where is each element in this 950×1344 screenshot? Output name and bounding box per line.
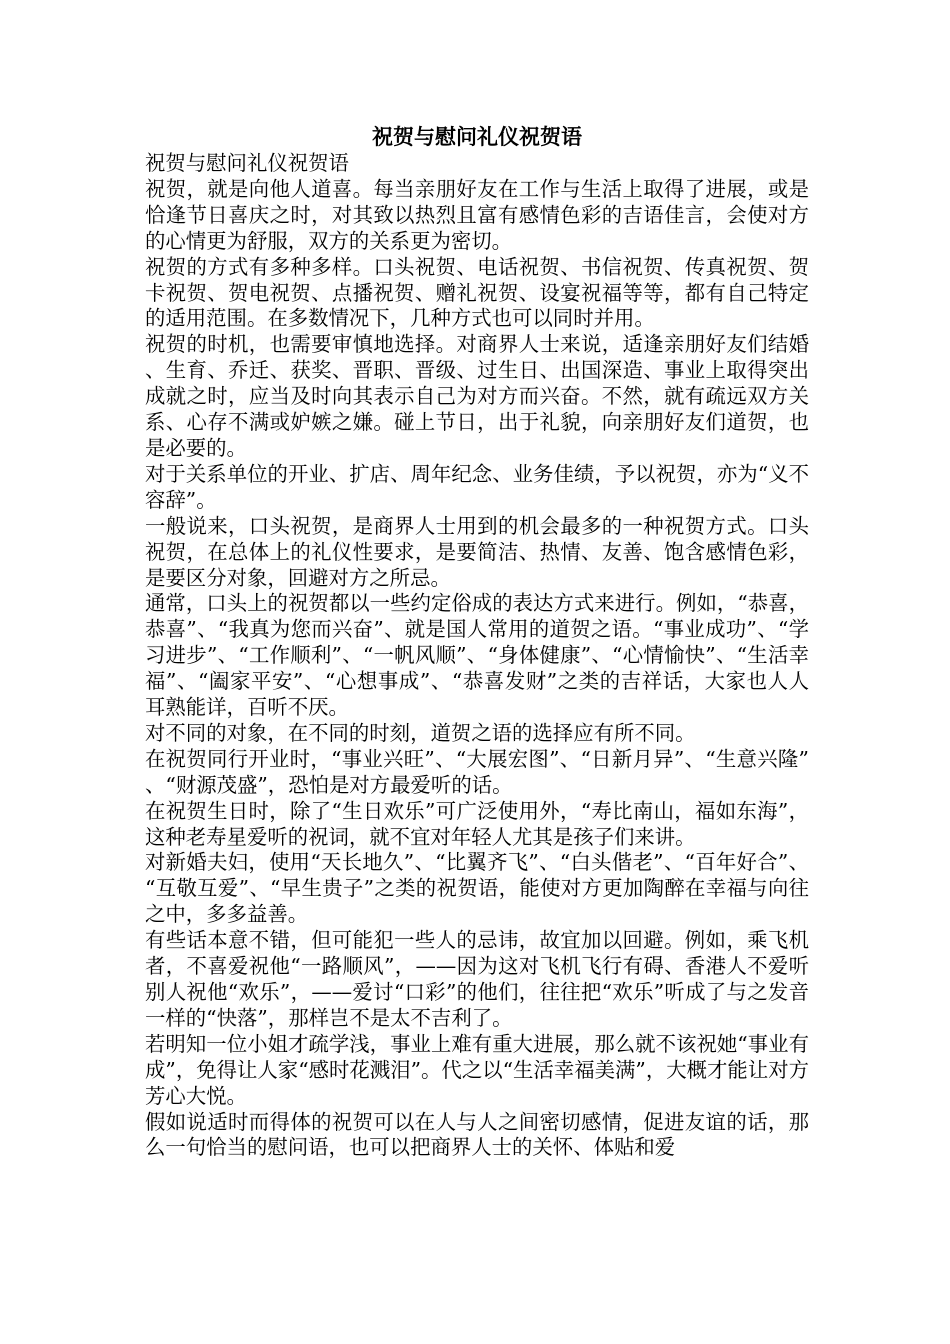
paragraph-condolence: 假如说适时而得体的祝贺可以在人与人之间密切感情，促进友谊的话，那么一句恰当的慰问语，也可以把商界人士的关怀、体贴和爱 [145, 1109, 809, 1160]
paragraph-taboo: 有些话本意不错，但可能犯一些人的忌讳，故宜加以回避。例如，乘飞机者，不喜爱祝他“一路顺风”，——因为这对飞机飞行有碍、香港人不爱听别人祝他“欢乐”，——爱讨“口彩”的他们，往往把“欢乐”听成了与之发音一样的“快落”，那样岂不是太不吉利了。 [145, 928, 809, 1030]
paragraph-objects: 对不同的对象，在不同的时刻，道贺之语的选择应有所不同。 [145, 720, 696, 745]
paragraph-subtitle: 祝贺与慰问礼仪祝贺语 [145, 151, 349, 175]
paragraph-timing: 祝贺的时机，也需要审慎地选择。对商界人士来说，适逢亲朋好友们结婚、生育、乔迁、获奖、晋职、晋级、过生日、出国深造、事业上取得突出成就之时，应当及时向其表示自己为对方而兴奋。不然，就有疏远双方关系、心存不满或妒嫉之嫌。碰上节日，出于礼貌，向亲朋好友们道贺，也是必要的。 [145, 332, 809, 460]
paragraph-wedding: 对新婚夫妇，使用“天长地久”、“比翼齐飞”、“白头偕老”、“百年好合”、“互敬互爱”、“早生贵子”之类的祝贺语，能使对方更加陶醉在幸福与向往之中，多多益善。 [145, 850, 809, 927]
paragraph-opening: 在祝贺同行开业时，“事业兴旺”、“大展宏图”、“日新月异”、“生意兴隆”、“财源茂盛”，恐怕是对方最爱听的话。 [145, 746, 809, 797]
paragraph-definition: 祝贺，就是向他人道喜。每当亲朋好友在工作与生活上取得了进展，或是恰逢节日喜庆之时，对其致以热烈且富有感情色彩的吉语佳言，会使对方的心情更为舒服，双方的关系更为密切。 [145, 176, 809, 253]
paragraph-birthday: 在祝贺生日时，除了“生日欢乐”可广泛使用外，“寿比南山，福如东海”，这种老寿星爱听的祝词，就不宜对年轻人尤其是孩子们来讲。 [145, 798, 809, 849]
paragraph-career: 若明知一位小姐才疏学浅，事业上难有重大进展，那么就不该祝她“事业有成”，免得让人家“感时花溅泪”。代之以“生活幸福美满”，大概才能让对方芳心大悦。 [145, 1031, 809, 1108]
document-page [145, 123, 809, 1161]
paragraph-units: 对于关系单位的开业、扩店、周年纪念、业务佳绩，予以祝贺，亦为“义不容辞”。 [145, 461, 809, 512]
paragraph-oral: 一般说来，口头祝贺，是商界人士用到的机会最多的一种祝贺方式。口头祝贺，在总体上的礼仪性要求，是要简洁、热情、友善、饱含感情色彩，是要区分对象，回避对方之所忌。 [145, 513, 809, 590]
paragraph-methods: 祝贺的方式有多种多样。口头祝贺、电话祝贺、书信祝贺、传真祝贺、贺卡祝贺、贺电祝贺、点播祝贺、赠礼祝贺、设宴祝福等等，都有自己特定的适用范围。在多数情况下，几种方式也可以同时并用。 [145, 254, 809, 331]
document-title: 祝贺与慰问礼仪祝贺语 [372, 124, 582, 149]
paragraph-expressions: 通常，口头上的祝贺都以一些约定俗成的表达方式来进行。例如，“恭喜，恭喜”、“我真为您而兴奋”、就是国人常用的道贺之语。“事业成功”、“学习进步”、“工作顺利”、“一帆风顺”、“身体健康”、“心情愉快”、“生活幸福”、“阖家平安”、“心想事成”、“恭喜发财”之类的吉祥话，大家也人人耳熟能详，百听不厌。 [145, 591, 809, 720]
